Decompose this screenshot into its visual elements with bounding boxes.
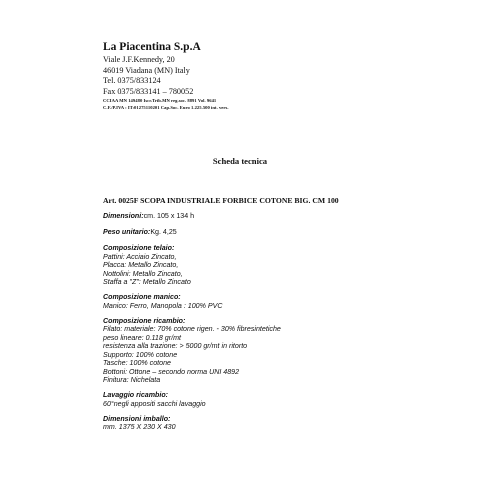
section-title: Composizione telaio: xyxy=(103,244,175,252)
refill-composition xyxy=(103,317,433,385)
fax-line: Fax 0375/833141 – 780052 xyxy=(103,86,194,96)
tax-id-line: C.F./P.IVA : IT:01275110201 Cap.Soc. Euro 1.225.500 int. vers. xyxy=(103,105,229,110)
section-line: Finitura: Nichelata xyxy=(103,376,161,384)
section-line: Nottolini: Metallo Zincato, xyxy=(103,269,183,278)
section-line: 60°negli appositi sacchi lavaggio xyxy=(103,399,206,408)
section-line: peso lineare: 0.118 gr/mt xyxy=(103,333,181,342)
section-title: Dimensioni imballo: xyxy=(103,414,171,423)
weight-label: Peso unitario: xyxy=(103,228,151,236)
section-line: Placca: Metallo Zincato, xyxy=(103,261,179,269)
article-title: Art. 0025F SCOPA INDUSTRIALE FORBICE COTONE BIG. CM 100 xyxy=(103,196,339,205)
phone-line: Tel. 0375/833124 xyxy=(103,76,161,85)
frame-composition xyxy=(103,244,433,287)
dimensions-value: cm. 105 x 134 h xyxy=(143,212,195,220)
section-line: resistenza alla trazione: > 5000 gr/mt in ritorto xyxy=(103,342,248,350)
dimensions-label: Dimensioni: xyxy=(103,212,144,220)
address-line: 46019 Viadana (MN) Italy xyxy=(103,65,190,75)
handle-composition xyxy=(103,293,433,310)
weight-value: Kg. 4,25 xyxy=(150,228,177,236)
section-line: Tasche: 100% cotone xyxy=(103,359,171,367)
refill-washing xyxy=(103,391,433,408)
section-title: Lavaggio ricambio: xyxy=(103,391,169,399)
section-line: Supporto: 100% cotone xyxy=(103,350,178,359)
section-line: Staffa a "Z": Metallo Zincato xyxy=(103,278,191,286)
section-line: Manico: Ferro, Manopola : 100% PVC xyxy=(103,301,223,310)
section-title: Composizione ricambio: xyxy=(103,316,186,325)
section-line: Filato: materiale: 70% cotone rigen. - 30% fibresintetiche xyxy=(103,325,281,333)
section-line: Bottoni: Ottone – secondo norma UNI 4892 xyxy=(103,367,240,376)
company-name: La Piacentina S.p.A xyxy=(103,41,201,53)
packaging-dimensions xyxy=(103,415,433,432)
section-line: mm. 1375 X 230 X 430 xyxy=(103,423,176,431)
document-title: Scheda tecnica xyxy=(212,156,268,166)
section-line: Pattini: Acciaio Zincato, xyxy=(103,252,177,261)
section-title: Composizione manico: xyxy=(103,293,181,301)
dimensions-row xyxy=(103,212,433,221)
company-header xyxy=(103,40,229,111)
spec-sections xyxy=(103,212,433,438)
address-line: Viale J.F.Kennedy, 20 xyxy=(103,55,175,64)
registration-line: CCIAA MN 149480 Iscr.Trib.MN reg.soc. 8891 Vol. 9641 xyxy=(103,98,217,103)
weight-row xyxy=(103,228,433,237)
